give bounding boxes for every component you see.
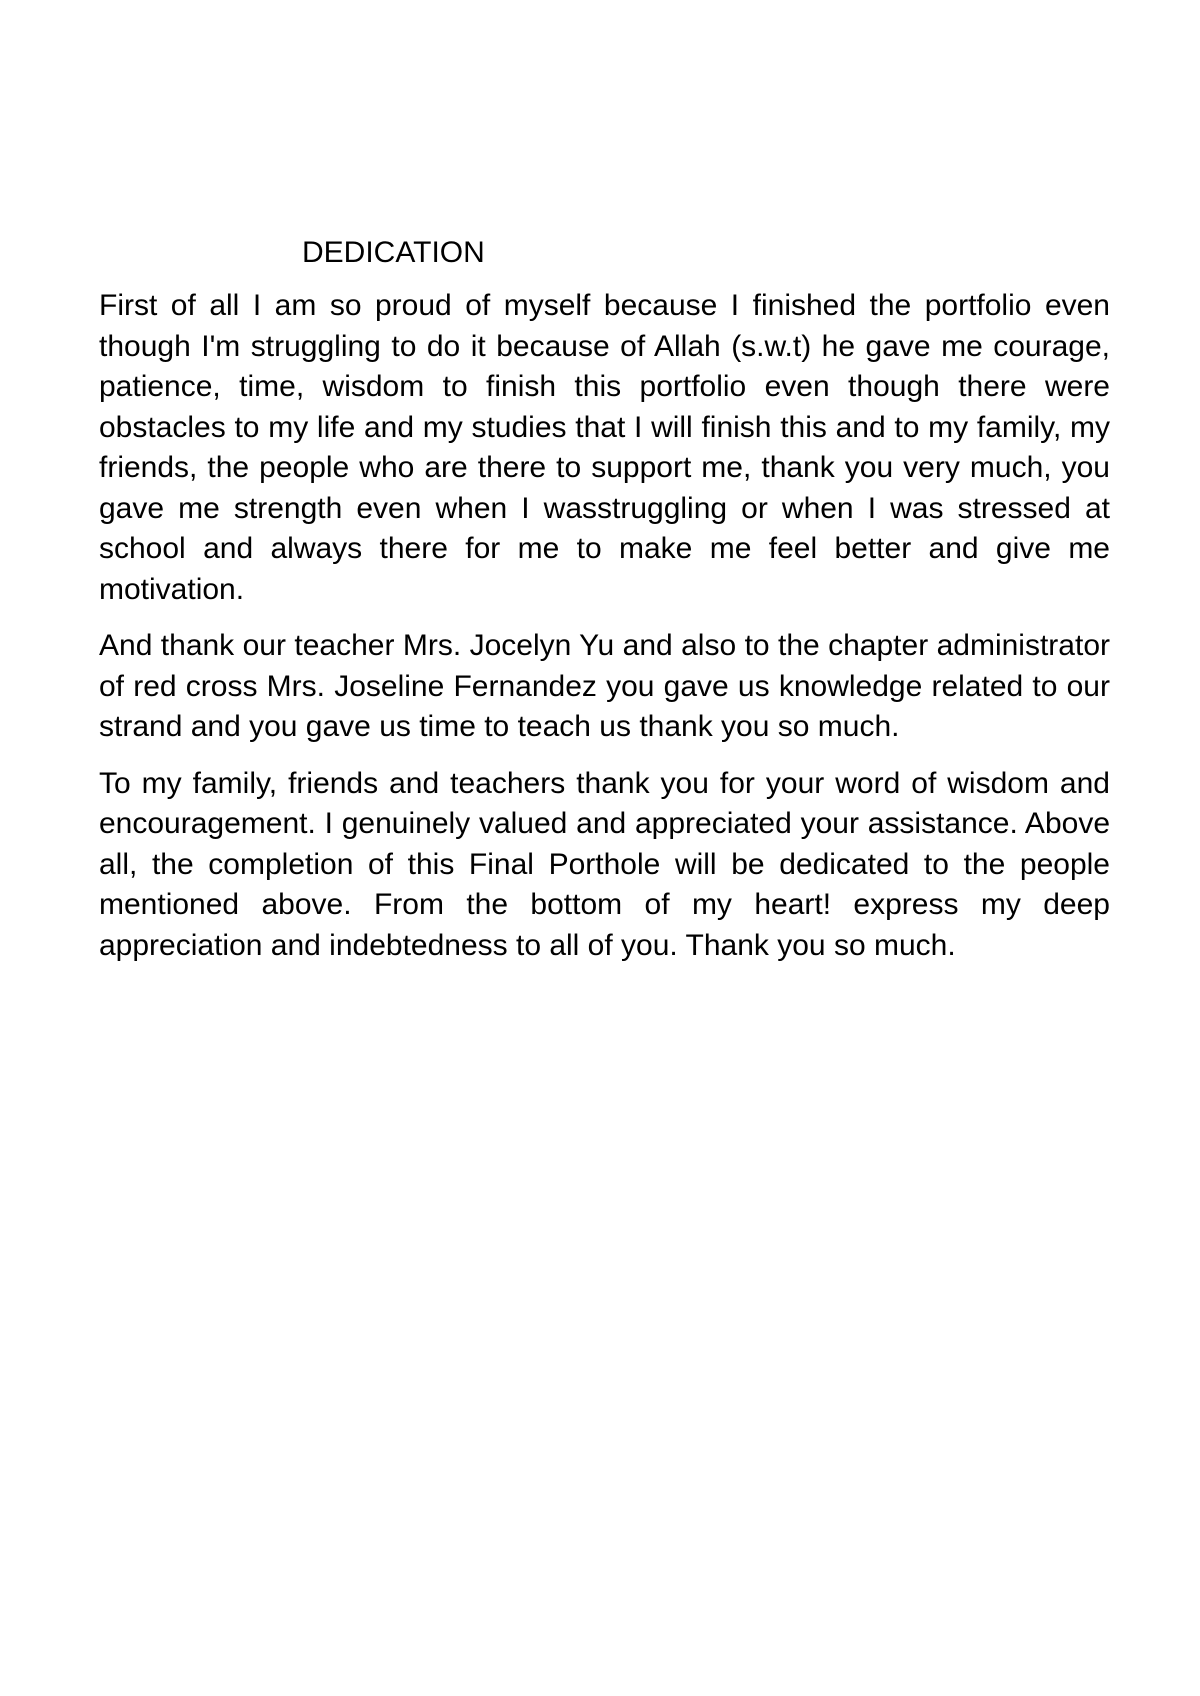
paragraph-2: And thank our teacher Mrs. Jocelyn Yu and also to the chapter administrator of red cross Mrs. Joseline Fernandez you gave us knowledge related to our strand and you gave us time to teach us thank you so much. — [99, 629, 1110, 743]
dedication-body — [99, 286, 1110, 982]
paragraph-1: First of all I am so proud of myself because I finished the portfolio even though I'm struggling to do it because of Allah (s.w.t) he gave me courage, patience, time, wisdom to finish this portfolio even though there were obstacles to my life and my studies that I will finish this and to my family, my friends, the people who are there to support me, thank you very much, you gave me strength even when I wasstruggling or when I was stressed at school and always there for me to make me feel better and give me motivation. — [99, 289, 1110, 606]
page-title: DEDICATION — [302, 236, 485, 269]
paragraph-3: To my family, friends and teachers thank you for your word of wisdom and encouragement. I genuinely valued and appreciated your assistance. Above all, the completion of this Final Porthole will be dedicated to the people mentioned above. From the bottom of my heart! express my deep appreciation and indebtedness to all of you. Thank you so much. — [99, 766, 1110, 962]
